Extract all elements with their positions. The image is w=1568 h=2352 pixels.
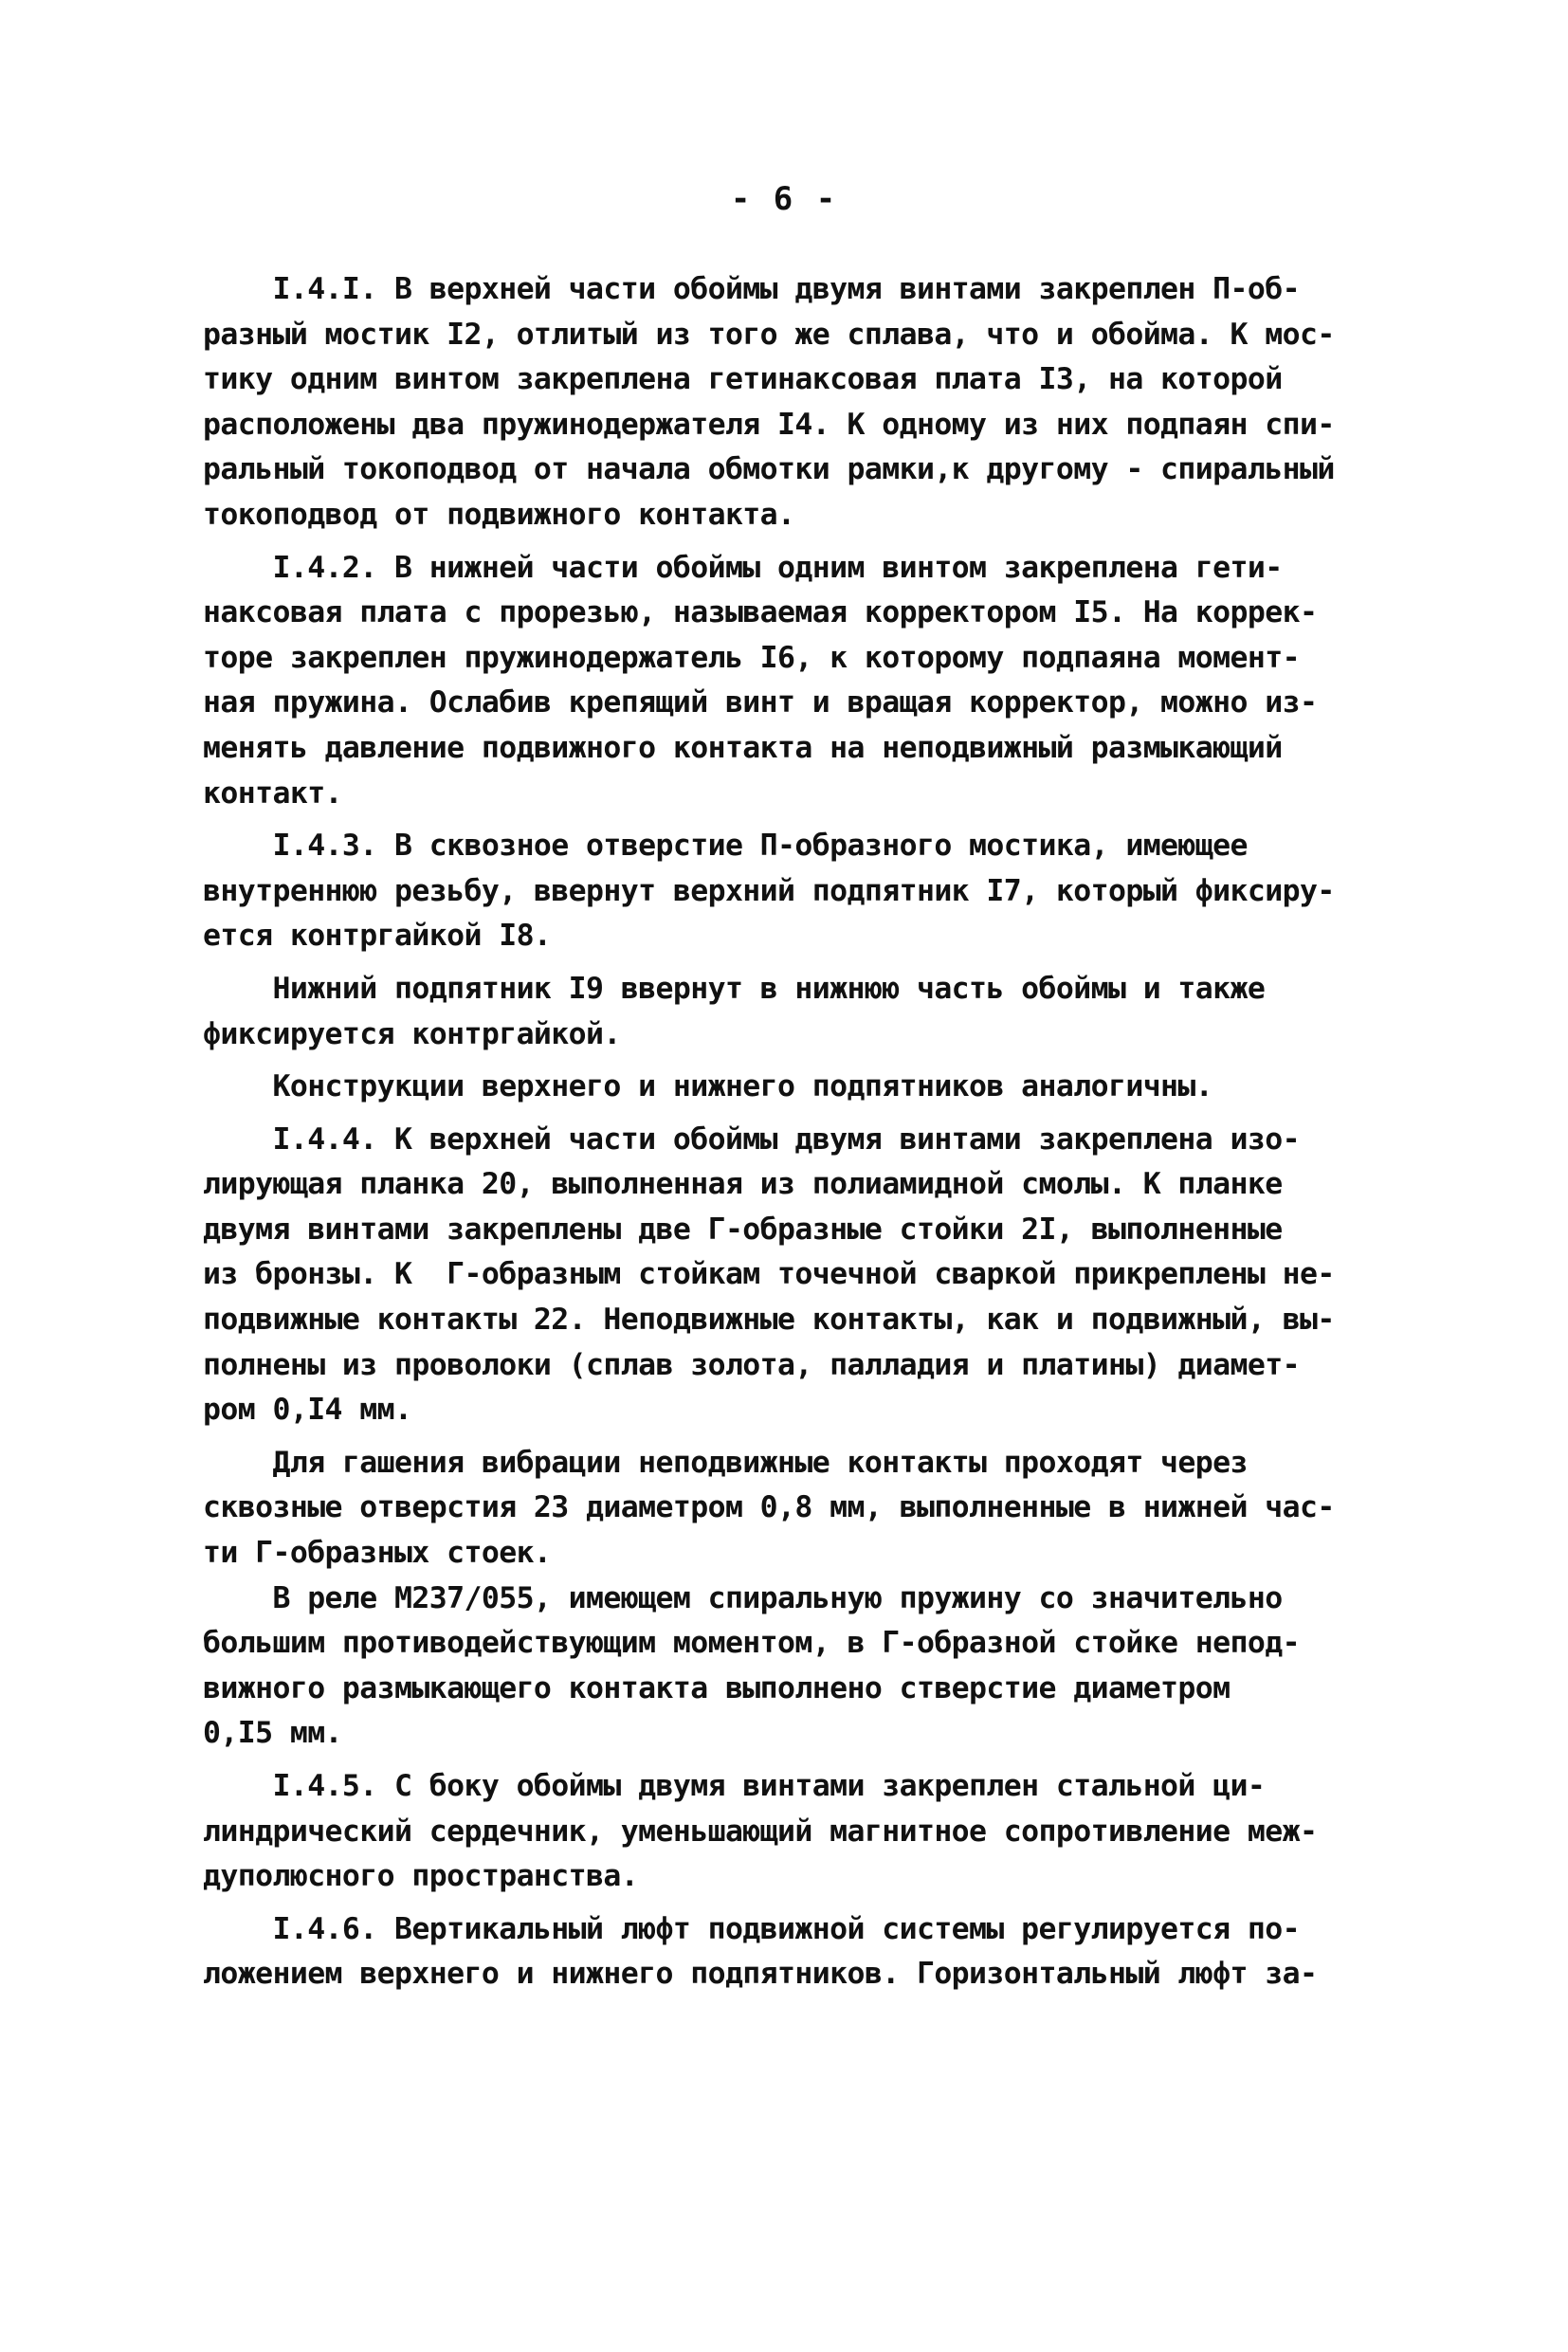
text-line: подвижные контакты 22. Неподвижные контакты, как и подвижный, вы- [203, 1303, 1335, 1338]
text-line: лирующая планка 20, выполненная из полиамидной смолы. К планке [203, 1167, 1283, 1202]
text-line: разный мостик I2, отлитый из того же сплава, что и обойма. К мос- [203, 317, 1335, 352]
page-number: - 6 - [730, 180, 838, 218]
text-line: линдрический сердечник, уменьшающий магнитное сопротивление меж- [203, 1814, 1318, 1849]
text-line: I.4.I. В верхней части обоймы двумя винтами закреплен П-об- [203, 272, 1300, 306]
text-line: В реле М237/055, имеющем спиральную пружину со значительно [203, 1580, 1283, 1615]
text-line: тику одним винтом закреплена гетинаксовая плата I3, на которой [203, 362, 1283, 397]
text-line: I.4.3. В сквозное отверстие П-образного мостика, имеющее [203, 829, 1248, 864]
text-line: двумя винтами закреплены две Г-образные стойки 2I, выполненные [203, 1212, 1283, 1247]
text-line: ральный токоподвод от начала обмотки рамки,к другому - спиральный [203, 452, 1335, 487]
text-line: сквозные отверстия 23 диаметром 0,8 мм, выполненные в нижней час- [203, 1490, 1335, 1525]
text-line: ти Г-образных стоек. [203, 1536, 552, 1571]
text-line: ется контргайкой I8. [203, 919, 552, 954]
text-line: Нижний подпятник I9 ввернут в нижнюю часть обоймы и также [203, 971, 1266, 1006]
text-line: расположены два пружинодержателя I4. К одному из них подпаян спи- [203, 407, 1335, 442]
text-line: большим противодействующим моментом, в Г-образной стойке непод- [203, 1626, 1300, 1661]
text-line: контакт. [203, 775, 342, 811]
text-line: торе закреплен пружинодержатель I6, к которому подпаяна момент- [203, 640, 1300, 675]
text-line: ром 0,I4 мм. [203, 1393, 412, 1428]
text-line: I.4.5. С боку обоймы двумя винтами закреплен стальной ци- [203, 1769, 1266, 1803]
text-line: Для гашения вибрации неподвижные контакты проходят через [203, 1445, 1248, 1480]
text-line: I.4.2. В нижней части обоймы одним винтом закреплена гети- [203, 550, 1283, 585]
text-line: вижного размыкающего контакта выполнено стверстие диаметром [203, 1670, 1231, 1705]
text-line: ложением верхнего и нижнего подпятников. Горизонтальный люфт за- [203, 1957, 1318, 1992]
text-line: Конструкции верхнего и нижнего подпятников аналогичны. [203, 1069, 1213, 1104]
text-line: фиксируется контргайкой. [203, 1016, 621, 1051]
body-text [203, 267, 1454, 1997]
text-line: внутреннюю резьбу, ввернут верхний подпятник I7, который фиксиру- [203, 873, 1335, 908]
text-line: наксовая плата с прорезью, называемая корректором I5. На коррек- [203, 595, 1318, 630]
text-line: дуполюсного пространства. [203, 1859, 639, 1894]
text-line: из бронзы. К Г-образным стойкам точечной сваркой прикреплены не- [203, 1257, 1335, 1292]
text-line: ная пружина. Ослабив крепящий винт и вращая корректор, можно из- [203, 685, 1318, 720]
text-line: I.4.6. Вертикальный люфт подвижной системы регулируется по- [203, 1911, 1300, 1946]
text-line: токоподвод от подвижного контакта. [203, 497, 795, 532]
text-line: 0,I5 мм. [203, 1716, 342, 1751]
text-line: полнены из проволоки (сплав золота, палладия и платины) диамет- [203, 1347, 1300, 1382]
text-line: менять давление подвижного контакта на неподвижный размыкающий [203, 730, 1283, 765]
text-line: I.4.4. К верхней части обоймы двумя винтами закреплена изо- [203, 1121, 1300, 1157]
